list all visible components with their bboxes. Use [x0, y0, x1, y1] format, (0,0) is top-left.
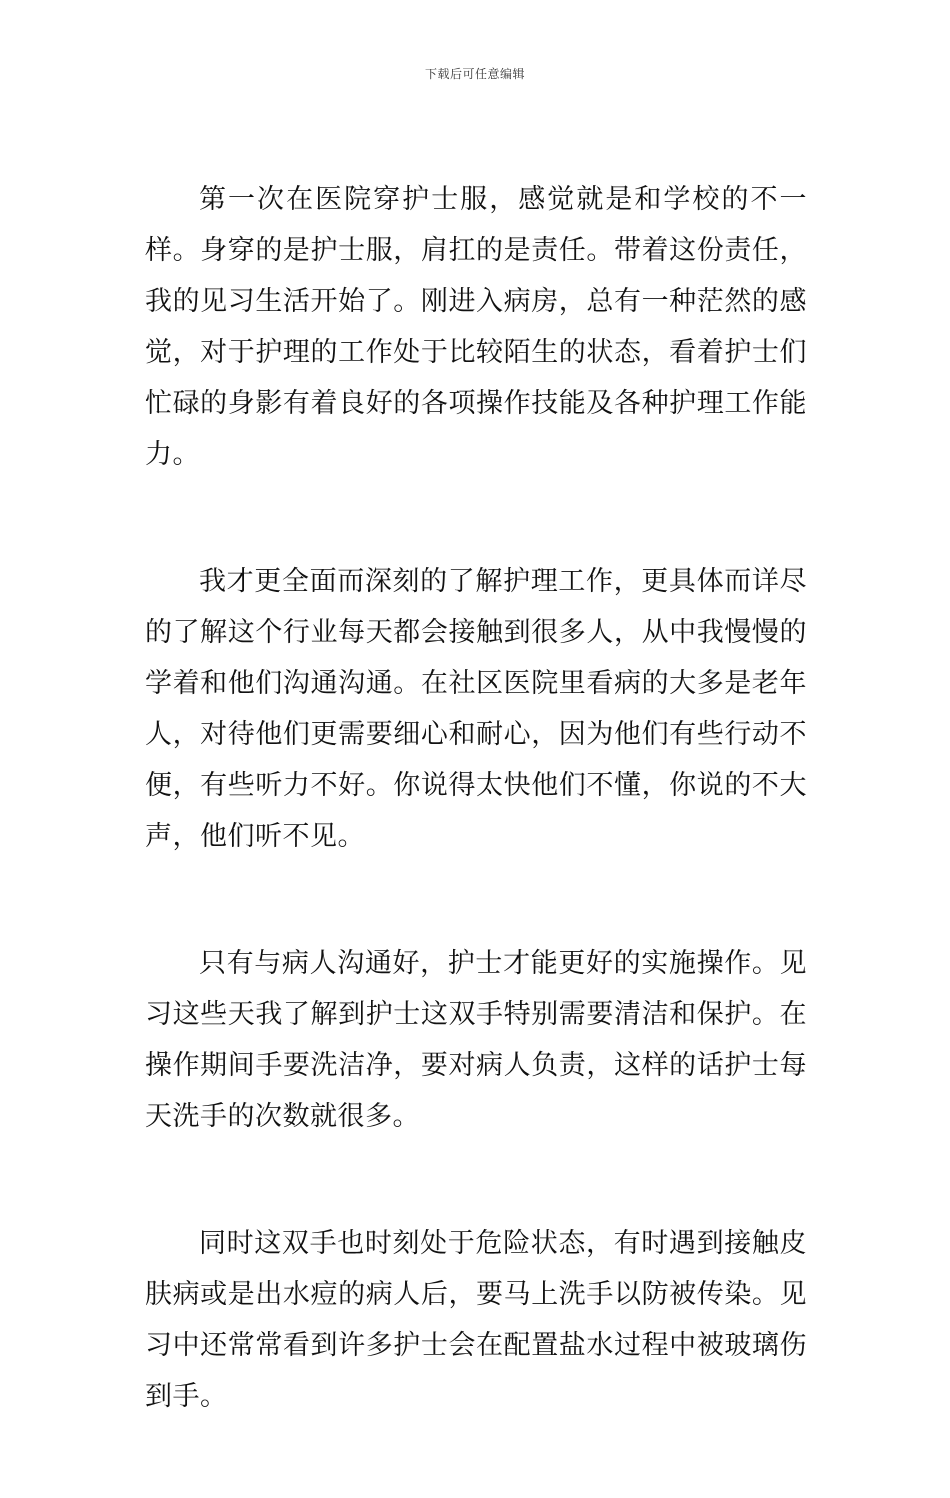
- paragraph-3: 只有与病人沟通好，护士才能更好的实施操作。见习这些天我了解到护士这双手特别需要清洁和保护。在操作期间手要洗洁净，要对病人负责，这样的话护士每天洗手的次数就很多。: [145, 948, 807, 1132]
- document-body: [145, 174, 807, 1498]
- paragraph-2: 我才更全面而深刻的了解护理工作，更具体而详尽的了解这个行业每天都会接触到很多人，从中我慢慢的学着和他们沟通沟通。在社区医院里看病的大多是老年人，对待他们更需要细心和耐心，因为他们有些行动不便，有些听力不好。你说得太快他们不懂，你说的不大声，他们听不见。: [145, 566, 807, 852]
- paragraph-4: 同时这双手也时刻处于危险状态，有时遇到接触皮肤病或是出水痘的病人后，要马上洗手以防被传染。见习中还常常看到许多护士会在配置盐水过程中被玻璃伤到手。: [145, 1228, 807, 1412]
- paragraph-1: 第一次在医院穿护士服，感觉就是和学校的不一样。身穿的是护士服，肩扛的是责任。带着这份责任，我的见习生活开始了。刚进入病房，总有一种茫然的感觉，对于护理的工作处于比较陌生的状态，看着护士们忙碌的身影有着良好的各项操作技能及各种护理工作能力。: [145, 184, 807, 470]
- header-note: 下载后可任意编辑: [424, 67, 525, 81]
